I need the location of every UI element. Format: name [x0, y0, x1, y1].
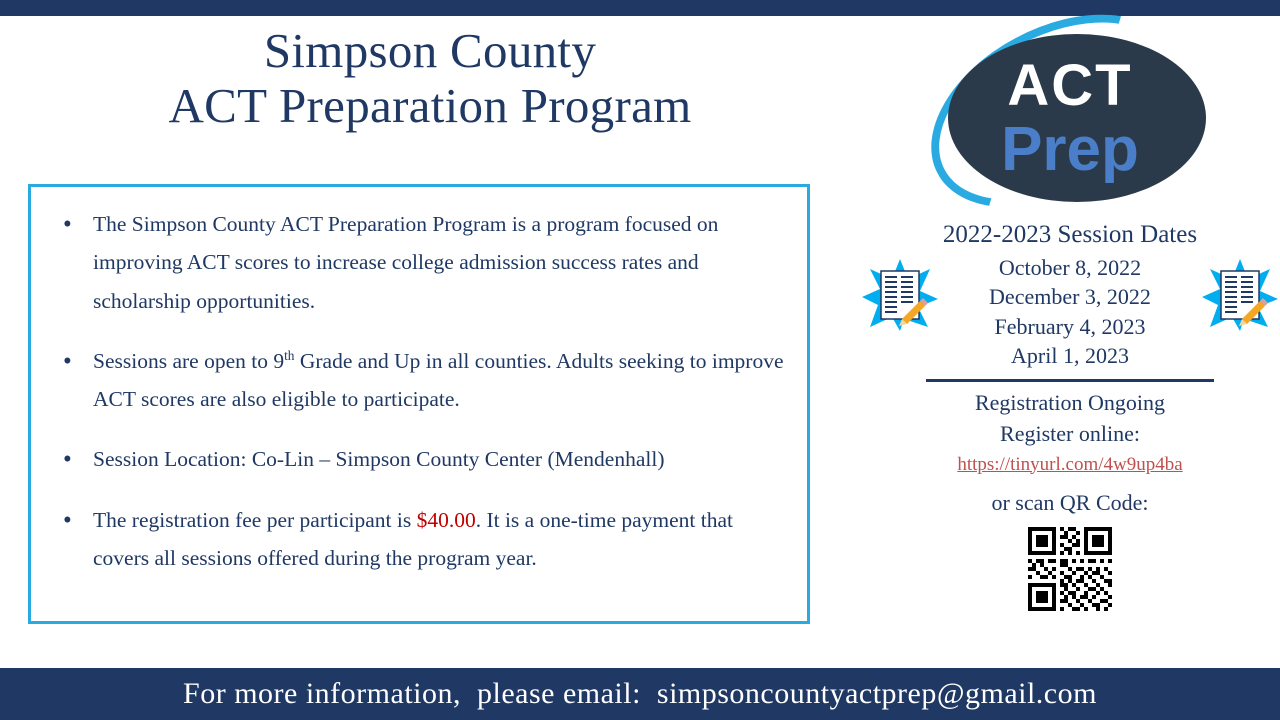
footer-bar	[0, 668, 1280, 720]
session-date: December 3, 2022	[989, 284, 1151, 310]
qr-code[interactable]	[1016, 527, 1124, 611]
left-column	[0, 16, 860, 668]
list-item	[49, 342, 785, 419]
registration-status: Registration Ongoing	[974, 390, 1166, 415]
bullet-2-text-after: Grade and Up in all counties. Adults seeking to improve ACT scores are also eligible to participate.	[93, 348, 784, 412]
register-online-label: Register online:	[1000, 420, 1140, 446]
answer-sheet-icon	[862, 259, 938, 331]
session-date: February 4, 2023	[994, 313, 1146, 339]
top-accent-bar	[0, 0, 1280, 16]
details-bullet-list	[49, 205, 785, 577]
bullet-4-text-before: The registration fee per participant is	[93, 507, 417, 532]
bullet-2-superscript: th	[284, 347, 295, 363]
session-date: October 8, 2022	[998, 255, 1142, 280]
session-dates-row	[860, 251, 1280, 371]
session-dates-heading: 2022-2023 Session Dates	[942, 221, 1198, 248]
answer-sheet-icon	[1202, 259, 1278, 331]
scan-qr-label: or scan QR Code:	[991, 490, 1149, 516]
list-item	[49, 501, 785, 578]
bullet-3-text: Session Location: Co-Lin – Simpson County Center (Mendenhall)	[93, 447, 665, 472]
logo-act-text: ACT	[1007, 53, 1133, 118]
section-divider	[926, 379, 1214, 382]
logo-prep-text: Prep	[1001, 115, 1139, 184]
list-item	[49, 440, 785, 478]
bullet-1-text: The Simpson County ACT Preparation Program is a program focused on improving ACT scores to increase college admission success rates and scholarship opportunities.	[93, 212, 719, 313]
registration-link[interactable]: https://tinyurl.com/4w9up4ba	[957, 453, 1183, 475]
session-date: April 1, 2023	[1011, 342, 1129, 368]
right-column	[860, 16, 1280, 668]
bullet-4-text-after: . It is a one-time payment that covers all sessions offered during the program year.	[93, 507, 734, 570]
details-box	[28, 184, 810, 624]
footer-contact-text: For more information, please email: simpsoncountyactprep@gmail.com	[183, 677, 1097, 710]
title-line-1: Simpson County	[263, 23, 597, 78]
title-line-2: ACT Preparation Program	[168, 77, 692, 133]
registration-block	[860, 388, 1280, 519]
page-title	[0, 16, 860, 134]
list-item	[49, 205, 785, 320]
bullet-2-text-before: Sessions are open to 9	[93, 348, 285, 373]
act-prep-logo	[920, 26, 1220, 211]
registration-fee-amount: $40.00	[416, 507, 476, 532]
